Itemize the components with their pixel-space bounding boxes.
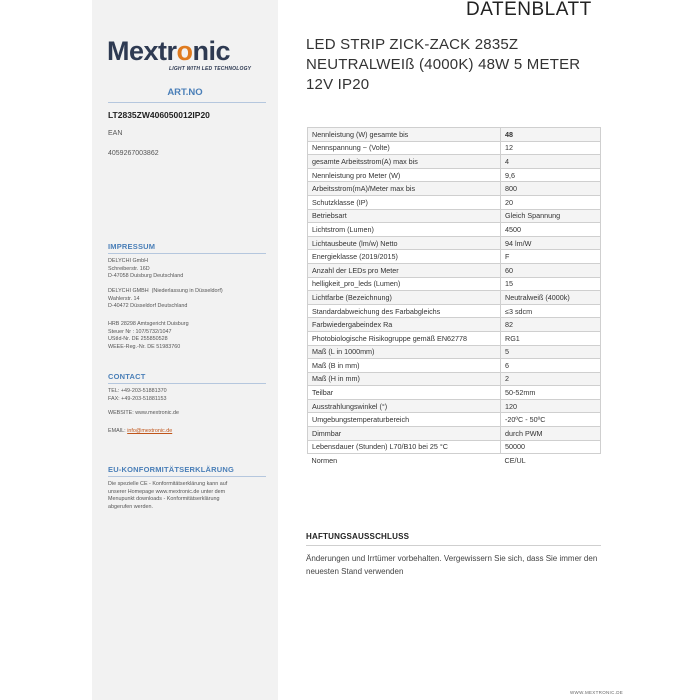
- spec-key: Nennspannung ~ (Volte): [308, 141, 501, 155]
- disclaimer-title: HAFTUNGSAUSSCHLUSS: [306, 532, 410, 541]
- logo-text: Mextronic: [107, 36, 231, 66]
- spec-key: gesamte Arbeitsstrom(A) max bis: [308, 155, 501, 169]
- impressum-address-1: DELYCHI GmbH Schreiberstr. 16D D-47058 Duisburg Deutschland: [108, 258, 184, 280]
- divider: [108, 102, 266, 103]
- product-title: LED STRIP ZICK-ZACK 2835Z NEUTRALWEIß (4000K) 48W 5 METER 12V IP20: [306, 36, 581, 93]
- contact-phone-fax: TEL: +49-203-51881370 FAX: +49-203-51881153: [108, 388, 167, 402]
- spec-key: Anzahl der LEDs pro Meter: [308, 263, 501, 277]
- spec-key: Nennleistung pro Meter (W): [308, 168, 501, 182]
- spec-row: [308, 454, 601, 467]
- spec-row: [308, 223, 601, 237]
- spec-value: 20: [501, 195, 601, 209]
- spec-key: Teilbar: [308, 386, 501, 400]
- spec-value: Gleich Spannung: [501, 209, 601, 223]
- spec-value: RG1: [501, 331, 601, 345]
- spec-key: helligkeit_pro_leds (Lumen): [308, 277, 501, 291]
- document-title: DATENBLATT: [466, 0, 592, 20]
- spec-value: 4500: [501, 223, 601, 237]
- spec-key: Schutzklasse (IP): [308, 195, 501, 209]
- spec-key: Maß (B in mm): [308, 359, 501, 373]
- spec-key: Normen: [308, 454, 501, 467]
- spec-row: [308, 195, 601, 209]
- contact-email: [108, 428, 172, 436]
- spec-key: Nennleistung (W) gesamte bis: [308, 128, 501, 142]
- spec-value: 48: [501, 128, 601, 142]
- spec-value: 50-52mm: [501, 386, 601, 400]
- spec-table: [307, 127, 601, 467]
- spec-row: [308, 236, 601, 250]
- spec-value: 94 lm/W: [501, 236, 601, 250]
- sidebar: [92, 0, 278, 700]
- spec-row: [308, 359, 601, 373]
- spec-value: 2: [501, 372, 601, 386]
- spec-key: Ausstrahlungswinkel (°): [308, 399, 501, 413]
- spec-row: [308, 277, 601, 291]
- spec-key: Betriebsart: [308, 209, 501, 223]
- spec-row: [308, 291, 601, 305]
- spec-value: 5: [501, 345, 601, 359]
- spec-value: 800: [501, 182, 601, 196]
- spec-value: durch PWM: [501, 427, 601, 441]
- spec-row: [308, 128, 601, 142]
- spec-key: Standardabweichung des Farbabgleichs: [308, 304, 501, 318]
- spec-key: Dimmbar: [308, 427, 501, 441]
- impressum-title: IMPRESSUM: [108, 242, 156, 251]
- divider: [306, 545, 601, 546]
- email-label: EMAIL:: [108, 428, 128, 434]
- email-link[interactable]: info@mextronic.de: [127, 428, 173, 434]
- spec-value: 12: [501, 141, 601, 155]
- ean-value: 4059267003862: [108, 150, 159, 157]
- spec-value: 9,6: [501, 168, 601, 182]
- art-no-value: LT2835ZW406050012IP20: [108, 110, 210, 120]
- divider: [108, 253, 266, 254]
- spec-value: -20ºC - 50ºC: [501, 413, 601, 427]
- spec-row: [308, 372, 601, 386]
- spec-key: Maß (H in mm): [308, 372, 501, 386]
- spec-value: 120: [501, 399, 601, 413]
- spec-row: [308, 155, 601, 169]
- spec-value: Neutralweiß (4000k): [501, 291, 601, 305]
- divider: [108, 383, 266, 384]
- impressum-registry: HRB 28298 Amtsgericht Duisburg Steuer Nr : 107/5732/1047 UStId-Nr. DE 255850528 WEEE-Reg.-Nr. DE 51983760: [108, 321, 189, 350]
- spec-row: [308, 331, 601, 345]
- spec-row: [308, 250, 601, 264]
- spec-key: Lichtausbeute (lm/w) Netto: [308, 236, 501, 250]
- eu-conformity-text: Die spezielle CE - Konformitätserklärung kann auf unserer Homepage www.mextronic.de unter dem Menupunkt downloads - Konformitätserklärung abgerufen werden.: [108, 481, 228, 510]
- ean-label: EAN: [108, 130, 123, 137]
- spec-key: Photobiologische Risikogruppe gemäß EN62778: [308, 331, 501, 345]
- spec-key: Farbwiedergabeindex Ra: [308, 318, 501, 332]
- spec-row: [308, 413, 601, 427]
- spec-value: 50000: [501, 440, 601, 454]
- spec-key: Maß (L in 1000mm): [308, 345, 501, 359]
- spec-row: [308, 427, 601, 441]
- spec-value: 82: [501, 318, 601, 332]
- spec-value: 15: [501, 277, 601, 291]
- footer-website: WWW.MEXTRONIC.DE: [570, 690, 624, 695]
- spec-row: [308, 304, 601, 318]
- art-no-title: ART.NO: [167, 87, 203, 98]
- spec-row: [308, 263, 601, 277]
- logo-tagline: LIGHT WITH LED TECHNOLOGY: [169, 66, 252, 72]
- spec-value: CE/UL: [501, 454, 601, 467]
- spec-row: [308, 399, 601, 413]
- spec-row: [308, 209, 601, 223]
- spec-value: 60: [501, 263, 601, 277]
- spec-row: [308, 386, 601, 400]
- spec-key: Lichtstrom (Lumen): [308, 223, 501, 237]
- spec-value: F: [501, 250, 601, 264]
- spec-value: ≤3 sdcm: [501, 304, 601, 318]
- spec-row: [308, 141, 601, 155]
- mextronic-logo: [107, 36, 267, 76]
- spec-key: Energieklasse (2019/2015): [308, 250, 501, 264]
- spec-row: [308, 345, 601, 359]
- contact-website[interactable]: WEBSITE: www.mextronic.de: [108, 410, 179, 416]
- spec-key: Arbeitsstrom(mA)/Meter max bis: [308, 182, 501, 196]
- impressum-address-2: DELYCHI GMBH (Niederlassung in Düsseldorf) Wahlerstr. 14 D-40472 Düsseldorf Deutschland: [108, 288, 223, 310]
- contact-title: CONTACT: [108, 372, 146, 381]
- divider: [108, 476, 266, 477]
- spec-key: Lebensdauer (Stunden) L70/B10 bei 25 °C: [308, 440, 501, 454]
- spec-key: Umgebungstemperaturbereich: [308, 413, 501, 427]
- eu-conformity-title: EU-KONFORMITÄTSERKLÄRUNG: [108, 465, 235, 474]
- logo-accent-letter: o: [176, 36, 193, 66]
- spec-value: 6: [501, 359, 601, 373]
- spec-row: [308, 318, 601, 332]
- spec-row: [308, 182, 601, 196]
- spec-row: [308, 440, 601, 454]
- disclaimer-text: Änderungen und Irrtümer vorbehalten. Vergewissern Sie sich, dass Sie immer den neuesten Stand verwenden: [306, 554, 598, 576]
- spec-value: 4: [501, 155, 601, 169]
- spec-key: Lichtfarbe (Bezeichnung): [308, 291, 501, 305]
- spec-row: [308, 168, 601, 182]
